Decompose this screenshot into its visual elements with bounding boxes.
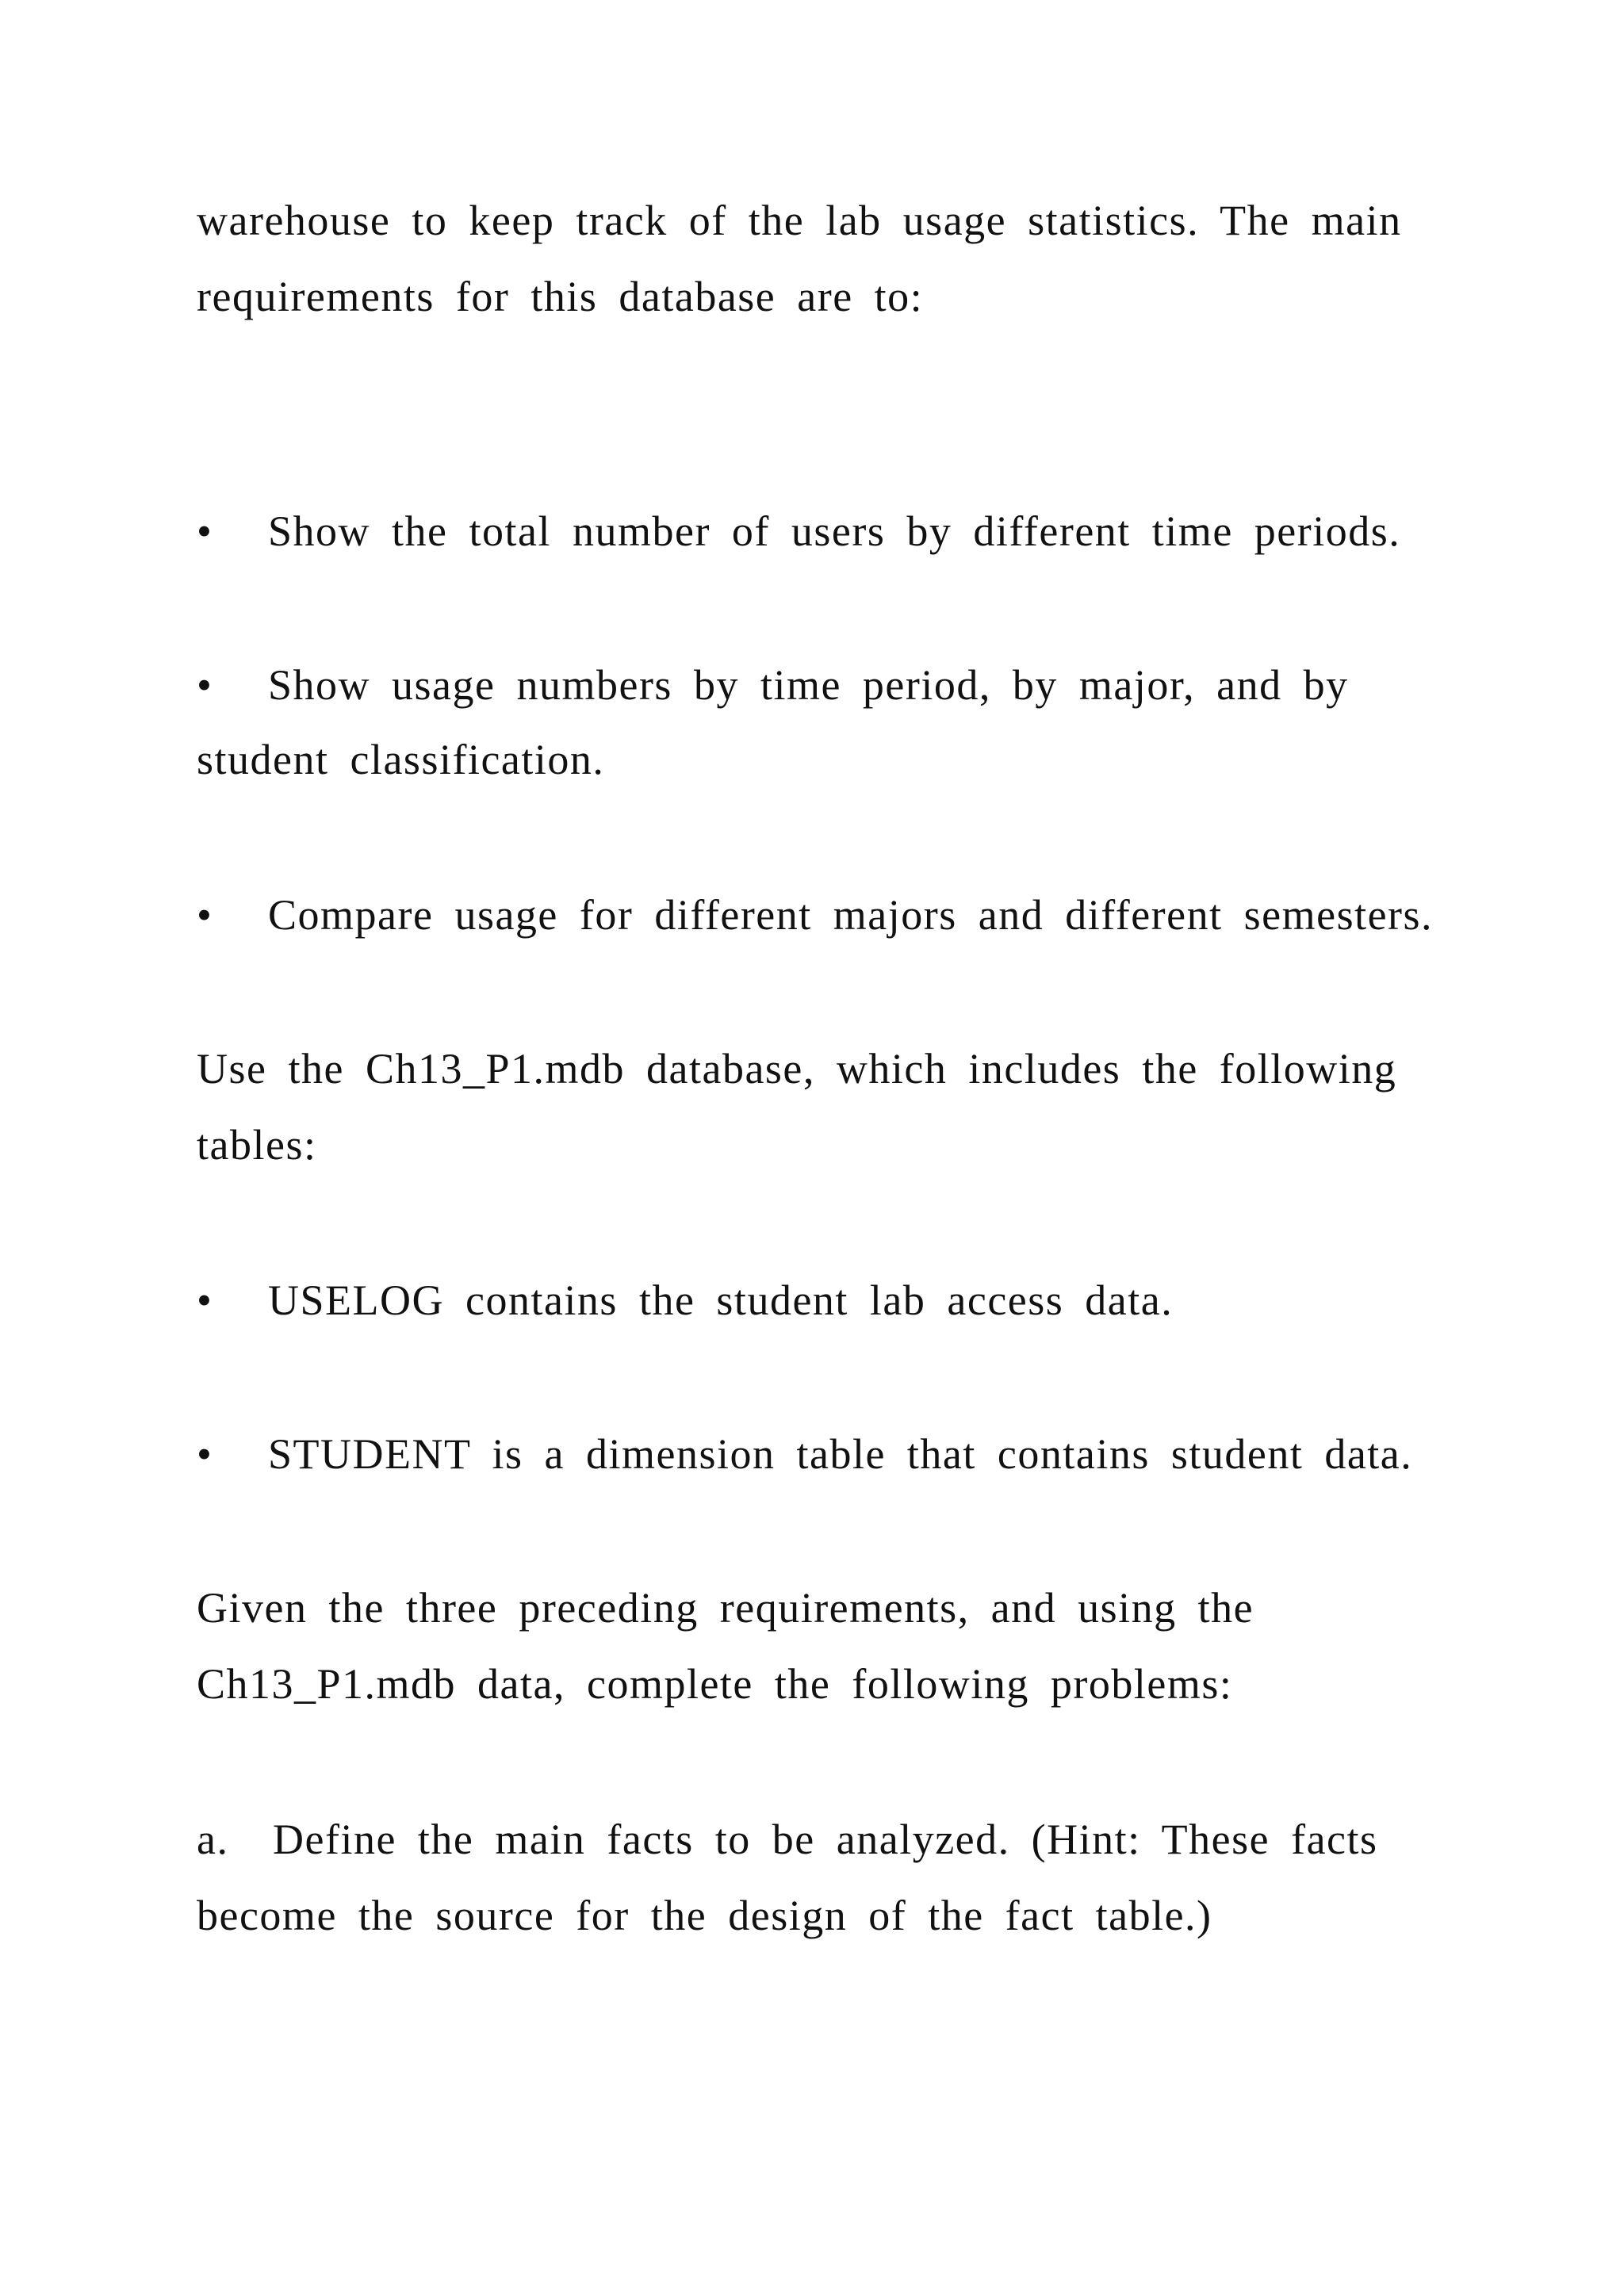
database-intro-line-1: Use the Ch13_P1.mdb database, which includes the following xyxy=(197,1045,1397,1093)
intro-line-2: requirements for this database are to: xyxy=(197,273,924,320)
problem-item-a xyxy=(197,1814,1378,1865)
requirement-item-1 xyxy=(197,506,1400,557)
database-intro-line-2: tables: xyxy=(197,1121,317,1169)
requirement-item-3 xyxy=(197,890,1433,940)
intro-line-1: warehouse to keep track of the lab usage statistics. The main xyxy=(197,197,1402,244)
table-text: STUDENT is a dimension table that contains student data. xyxy=(268,1430,1413,1478)
bullet-icon: • xyxy=(197,891,213,939)
problem-continuation: become the source for the design of the fact table.) xyxy=(197,1892,1212,1939)
instructions-line-2: Ch13_P1.mdb data, complete the following problems: xyxy=(197,1660,1233,1708)
requirement-text: Show the total number of users by different time periods. xyxy=(268,507,1401,555)
problem-label: a. xyxy=(197,1816,229,1863)
table-item-2 xyxy=(197,1429,1412,1479)
bullet-icon: • xyxy=(197,507,213,555)
bullet-icon: • xyxy=(197,1276,213,1324)
instructions-line-1: Given the three preceding requirements, and using the xyxy=(197,1584,1254,1632)
table-item-1 xyxy=(197,1275,1173,1326)
requirement-text: Show usage numbers by time period, by major, and by xyxy=(268,661,1349,709)
requirement-item-2 xyxy=(197,660,1349,710)
requirement-continuation: student classification. xyxy=(197,736,605,783)
bullet-icon: • xyxy=(197,1430,213,1478)
requirement-text: Compare usage for different majors and different semesters. xyxy=(268,891,1434,939)
bullet-icon: • xyxy=(197,661,213,709)
table-text: USELOG contains the student lab access data. xyxy=(268,1276,1174,1324)
problem-text: Define the main facts to be analyzed. (Hint: These facts xyxy=(273,1816,1378,1863)
